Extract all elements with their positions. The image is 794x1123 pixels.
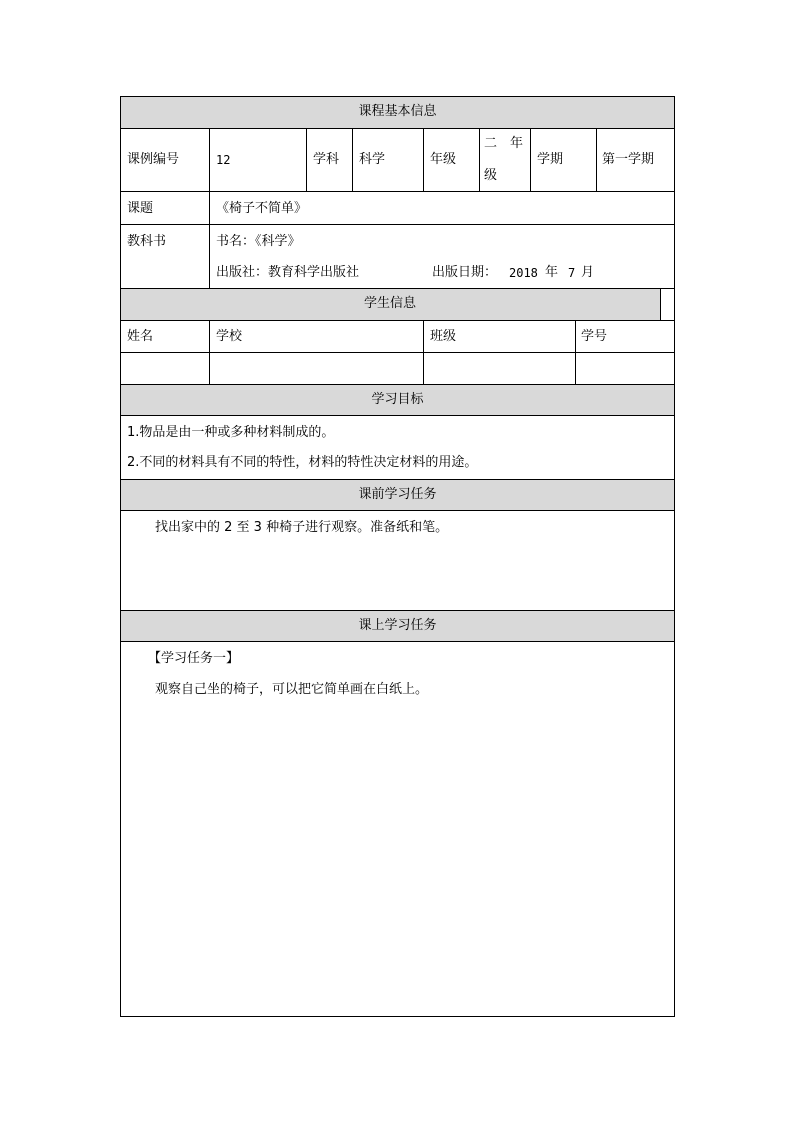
topic-label: 课题 bbox=[127, 201, 154, 216]
row-divider bbox=[120, 191, 675, 192]
in-class-task-title: 【学习任务一】 bbox=[148, 651, 240, 666]
grade-label: 年级 bbox=[430, 152, 457, 167]
goals-header-text: 学习目标 bbox=[371, 392, 424, 407]
publisher: 出版社：教育科学出版社 bbox=[216, 265, 360, 280]
case-no-value: 12 bbox=[216, 153, 231, 167]
row-divider bbox=[120, 415, 675, 416]
goal-item: 1.物品是由一种或多种材料制成的。 bbox=[127, 425, 335, 440]
row-divider bbox=[120, 641, 675, 642]
row-divider bbox=[120, 288, 675, 289]
grade-value-line1: 二 年 bbox=[484, 136, 524, 151]
col-divider bbox=[209, 128, 210, 288]
col-divider bbox=[479, 128, 480, 191]
publish-month-char: 月 bbox=[581, 265, 595, 280]
publish-year: 2018 bbox=[509, 266, 538, 280]
col-divider bbox=[575, 320, 576, 384]
row-divider bbox=[120, 479, 675, 480]
pre-task-text: 找出家中的 2 至 3 种椅子进行观察。准备纸和笔。 bbox=[155, 520, 449, 535]
student-name-header: 姓名 bbox=[127, 329, 154, 344]
textbook-label: 教科书 bbox=[127, 234, 167, 249]
student-class-header: 班级 bbox=[430, 329, 457, 344]
publish-date-label: 出版日期： bbox=[432, 265, 498, 280]
book-name: 书名：《科学》 bbox=[216, 234, 301, 249]
row-divider bbox=[120, 320, 675, 321]
row-divider bbox=[120, 224, 675, 225]
publish-year-char: 年 bbox=[545, 265, 559, 280]
table-border bbox=[120, 96, 675, 1017]
col-divider bbox=[423, 320, 424, 384]
topic-value: 《椅子不简单》 bbox=[216, 201, 308, 216]
student-id-header: 学号 bbox=[581, 329, 608, 344]
row-divider bbox=[120, 128, 675, 129]
row-divider bbox=[120, 610, 675, 611]
student-school-header: 学校 bbox=[216, 329, 243, 344]
case-no-label: 课例编号 bbox=[127, 152, 180, 167]
goal-item: 2.不同的材料具有不同的特性，材料的特性决定材料的用途。 bbox=[127, 455, 478, 470]
in-class-task-header-text: 课上学习任务 bbox=[358, 618, 437, 633]
pre-task-header-text: 课前学习任务 bbox=[358, 487, 437, 502]
grade-value-line2: 级 bbox=[484, 168, 498, 183]
term-label: 学期 bbox=[537, 152, 564, 167]
col-divider bbox=[209, 320, 210, 384]
row-divider bbox=[120, 510, 675, 511]
in-class-task-text: 观察自己坐的椅子，可以把它简单画在白纸上。 bbox=[155, 682, 429, 697]
row-divider bbox=[120, 352, 675, 353]
col-divider bbox=[660, 288, 661, 320]
basic-info-header-text: 课程基本信息 bbox=[358, 104, 437, 119]
col-divider bbox=[596, 128, 597, 191]
subject-label: 学科 bbox=[313, 152, 340, 167]
term-value: 第一学期 bbox=[602, 152, 655, 167]
col-divider bbox=[352, 128, 353, 191]
subject-value: 科学 bbox=[359, 152, 386, 167]
col-divider bbox=[423, 128, 424, 191]
publish-month: 7 bbox=[568, 266, 576, 280]
student-info-header-text: 学生信息 bbox=[363, 296, 416, 311]
col-divider bbox=[530, 128, 531, 191]
lesson-plan-sheet bbox=[120, 96, 675, 1017]
col-divider bbox=[306, 128, 307, 191]
row-divider bbox=[120, 384, 675, 385]
